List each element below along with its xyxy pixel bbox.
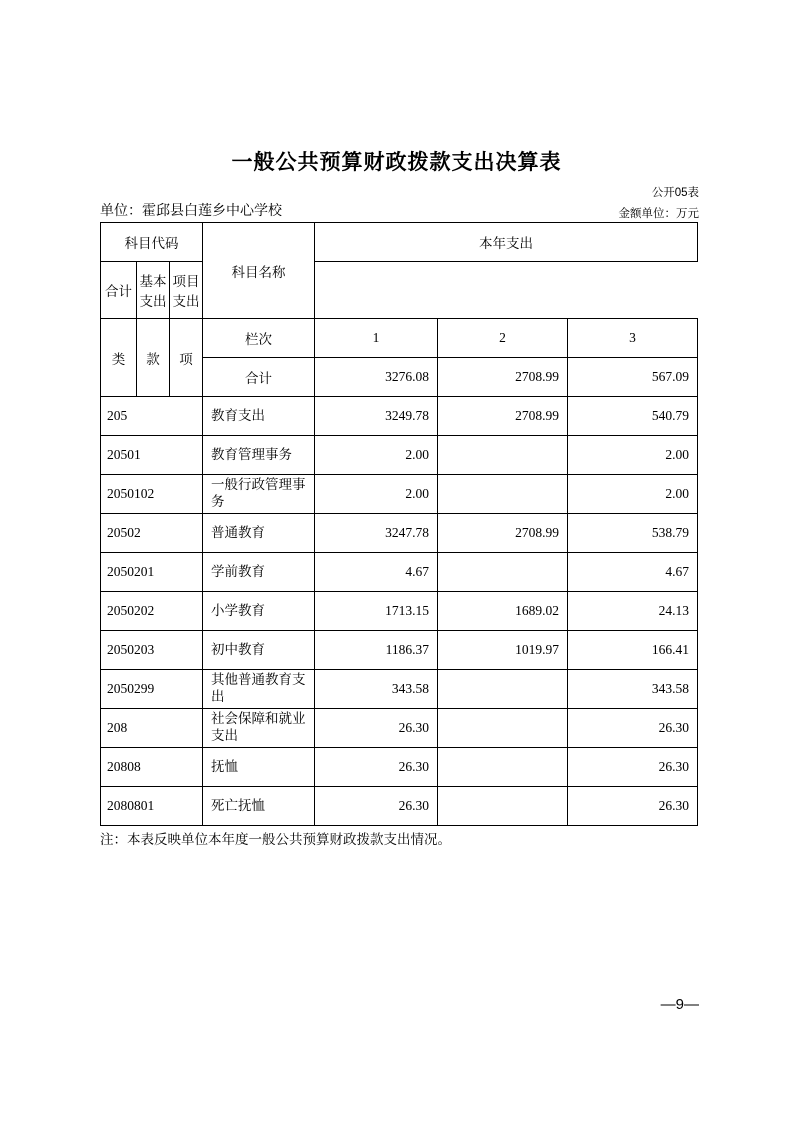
row-total: 3247.78 <box>315 514 438 553</box>
row-name: 学前教育 <box>203 553 315 592</box>
header-item: 项 <box>170 319 203 397</box>
row-basic <box>438 748 568 787</box>
row-total: 26.30 <box>315 748 438 787</box>
table-row <box>101 592 698 631</box>
form-code-label: 公开05表 <box>651 187 699 199</box>
row-basic <box>438 475 568 514</box>
unit-label: 单位：霍邱县白莲乡中心学校 <box>100 204 282 219</box>
header-col2: 2 <box>438 319 568 358</box>
row-name: 其他普通教育支出 <box>203 670 315 709</box>
table-row <box>101 709 698 748</box>
total-row-total: 3276.08 <box>315 358 438 397</box>
row-code: 20808 <box>101 748 203 787</box>
page-number: —9— <box>660 996 699 1013</box>
table-header-row-3 <box>101 319 698 358</box>
total-row-label: 合计 <box>203 358 315 397</box>
header-code: 科目代码 <box>101 223 203 262</box>
header-name: 科目名称 <box>203 223 315 319</box>
table-header-row-1 <box>101 223 698 262</box>
row-total: 3249.78 <box>315 397 438 436</box>
row-basic <box>438 709 568 748</box>
row-total: 2.00 <box>315 436 438 475</box>
row-code: 2050299 <box>101 670 203 709</box>
row-code: 2080801 <box>101 787 203 826</box>
header-project: 项目支出 <box>170 262 203 319</box>
row-code: 20502 <box>101 514 203 553</box>
row-total: 26.30 <box>315 787 438 826</box>
row-project: 166.41 <box>568 631 698 670</box>
row-project: 26.30 <box>568 787 698 826</box>
row-name: 教育管理事务 <box>203 436 315 475</box>
budget-expenditure-table <box>100 222 698 826</box>
row-total: 26.30 <box>315 709 438 748</box>
header-col3: 3 <box>568 319 698 358</box>
row-basic: 2708.99 <box>438 514 568 553</box>
row-project: 2.00 <box>568 475 698 514</box>
row-total: 4.67 <box>315 553 438 592</box>
row-total: 343.58 <box>315 670 438 709</box>
row-project: 26.30 <box>568 709 698 748</box>
row-project: 343.58 <box>568 670 698 709</box>
page-title: 一般公共预算财政拨款支出决算表 <box>231 150 562 174</box>
row-project: 538.79 <box>568 514 698 553</box>
table-row <box>101 475 698 514</box>
row-code: 2050203 <box>101 631 203 670</box>
table-row <box>101 397 698 436</box>
table-row <box>101 553 698 592</box>
table-row <box>101 514 698 553</box>
row-basic: 2708.99 <box>438 397 568 436</box>
row-code: 205 <box>101 397 203 436</box>
header-column-label: 栏次 <box>203 319 315 358</box>
table-row <box>101 748 698 787</box>
header-total: 合计 <box>101 262 137 319</box>
header-col1: 1 <box>315 319 438 358</box>
table-note: 注：本表反映单位本年度一般公共预算财政拨款支出情况。 <box>100 832 451 847</box>
table-row <box>101 436 698 475</box>
row-basic <box>438 553 568 592</box>
row-code: 2050201 <box>101 553 203 592</box>
row-project: 24.13 <box>568 592 698 631</box>
row-name: 社会保障和就业支出 <box>203 709 315 748</box>
header-section: 款 <box>137 319 170 397</box>
row-total: 1186.37 <box>315 631 438 670</box>
row-basic: 1689.02 <box>438 592 568 631</box>
header-basic: 基本支出 <box>137 262 170 319</box>
row-basic <box>438 670 568 709</box>
table-row <box>101 670 698 709</box>
table-header-row-2 <box>101 262 698 319</box>
header-current-year: 本年支出 <box>315 223 698 262</box>
row-code: 2050102 <box>101 475 203 514</box>
row-project: 4.67 <box>568 553 698 592</box>
row-name: 抚恤 <box>203 748 315 787</box>
row-name: 死亡抚恤 <box>203 787 315 826</box>
row-total: 2.00 <box>315 475 438 514</box>
row-project: 2.00 <box>568 436 698 475</box>
table-row <box>101 787 698 826</box>
total-row-basic: 2708.99 <box>438 358 568 397</box>
row-basic <box>438 787 568 826</box>
row-code: 2050202 <box>101 592 203 631</box>
header-class: 类 <box>101 319 137 397</box>
total-row-project: 567.09 <box>568 358 698 397</box>
row-code: 208 <box>101 709 203 748</box>
table-row <box>101 631 698 670</box>
row-project: 26.30 <box>568 748 698 787</box>
row-name: 教育支出 <box>203 397 315 436</box>
row-name: 一般行政管理事务 <box>203 475 315 514</box>
row-basic <box>438 436 568 475</box>
row-project: 540.79 <box>568 397 698 436</box>
row-code: 20501 <box>101 436 203 475</box>
row-name: 小学教育 <box>203 592 315 631</box>
row-name: 普通教育 <box>203 514 315 553</box>
amount-unit-label: 金额单位：万元 <box>618 208 699 220</box>
row-total: 1713.15 <box>315 592 438 631</box>
row-basic: 1019.97 <box>438 631 568 670</box>
row-name: 初中教育 <box>203 631 315 670</box>
